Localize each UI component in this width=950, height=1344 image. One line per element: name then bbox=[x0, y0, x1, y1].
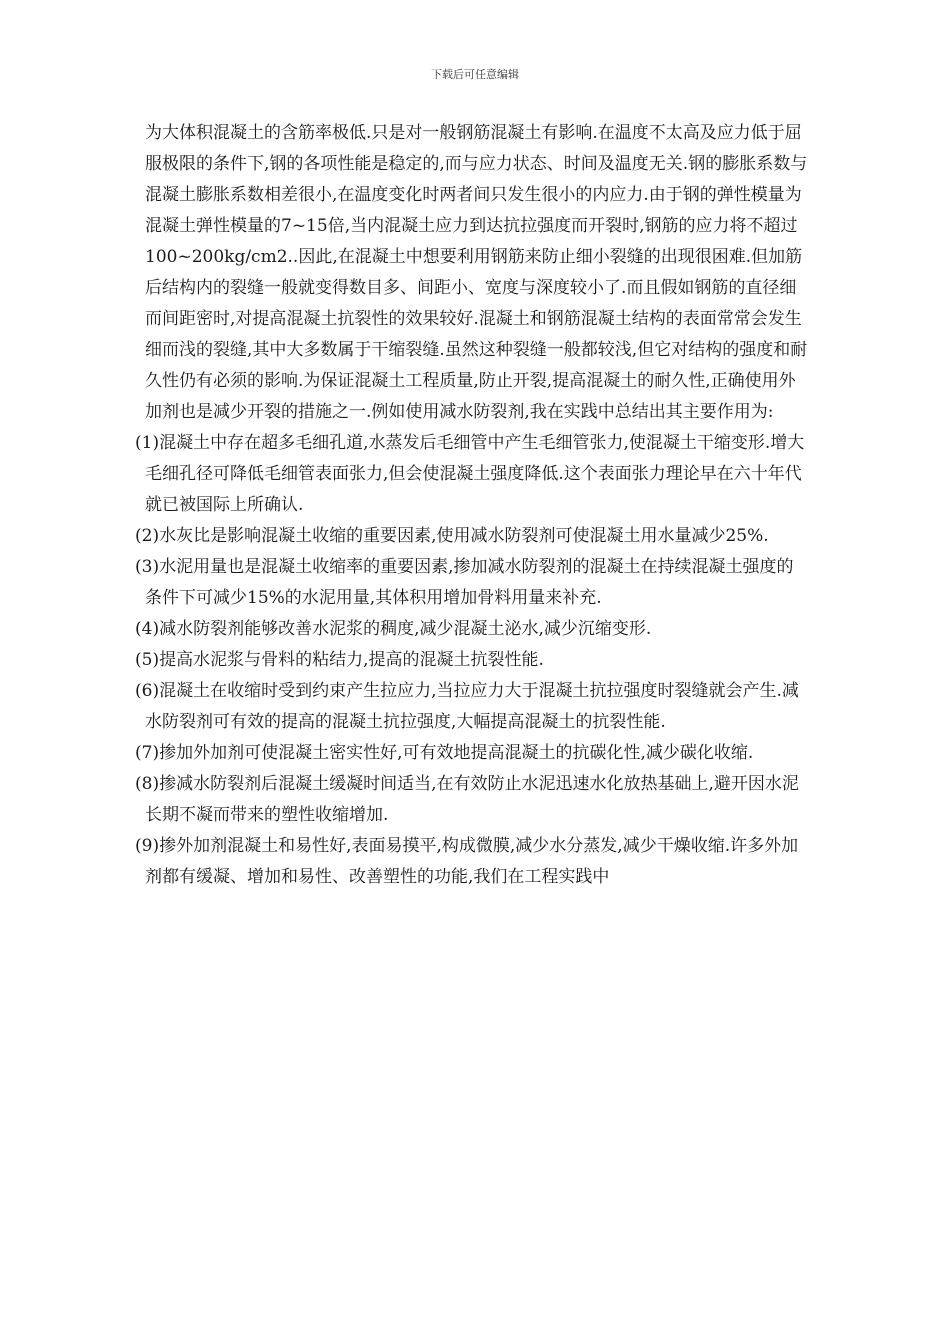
document-body bbox=[135, 118, 810, 893]
list-item-5: (5)提高水泥浆与骨料的粘结力,提高的混凝土抗裂性能. bbox=[135, 650, 544, 670]
list-item-7: (7)掺加外加剂可使混凝土密实性好,可有效地提高混凝土的抗碳化性,减少碳化收缩. bbox=[135, 743, 754, 763]
page-header: 下载后可任意编辑 bbox=[431, 68, 519, 81]
list-item-4: (4)减水防裂剂能够改善水泥浆的稠度,减少混凝土泌水,减少沉缩变形. bbox=[135, 619, 652, 639]
list-item-6: (6)混凝土在收缩时受到约束产生拉应力,当拉应力大于混凝土抗拉强度时裂缝就会产生.减水防裂剂可有效的提高的混凝土抗拉强度,大幅提高混凝土的抗裂性能. bbox=[135, 681, 799, 732]
list-item-9: (9)掺外加剂混凝土和易性好,表面易摸平,构成微膜,减少水分蒸发,减少干燥收缩.许多外加剂都有缓凝、增加和易性、改善塑性的功能,我们在工程实践中 bbox=[135, 836, 799, 887]
list-item-2: (2)水灰比是影响混凝土收缩的重要因素,使用减水防裂剂可使混凝土用水量减少25%. bbox=[135, 526, 769, 546]
list-item-8: (8)掺减水防裂剂后混凝土缓凝时间适当,在有效防止水泥迅速水化放热基础上,避开因水泥长期不凝而带来的塑性收缩增加. bbox=[135, 774, 799, 825]
list-item-1: (1)混凝土中存在超多毛细孔道,水蒸发后毛细管中产生毛细管张力,使混凝土干缩变形.增大毛细孔径可降低毛细管表面张力,但会使混凝土强度降低.这个表面张力理论早在六十年代就已被国际上所确认. bbox=[135, 433, 805, 515]
intro-paragraph: 为大体积混凝土的含筋率极低.只是对一般钢筋混凝土有影响.在温度不太高及应力低于屈服极限的条件下,钢的各项性能是稳定的,而与应力状态、时间及温度无关.钢的膨胀系数与混凝土膨胀系数相差很小,在温度变化时两者间只发生很小的内应力.由于钢的弹性模量为混凝土弹性模量的7~15倍,当内混凝土应力到达抗拉强度而开裂时,钢筋的应力将不超过100~200kg/cm2..因此,在混凝土中想要利用钢筋来防止细小裂缝的出现很困难.但加筋后结构内的裂缝一般就变得数目多、间距小、宽度与深度较小了.而且假如钢筋的直径细而间距密时,对提高混凝土抗裂性的效果较好.混凝土和钢筋混凝土结构的表面常常会发生细而浅的裂缝,其中大多数属于干缩裂缝.虽然这种裂缝一般都较浅,但它对结构的强度和耐久性仍有必须的影响.为保证混凝土工程质量,防止开裂,提高混凝土的耐久性,正确使用外加剂也是减少开裂的措施之一.例如使用减水防裂剂,我在实践中总结出其主要作用为: bbox=[145, 123, 808, 422]
list-item-3: (3)水泥用量也是混凝土收缩率的重要因素,掺加减水防裂剂的混凝土在持续混凝土强度的条件下可减少15%的水泥用量,其体积用增加骨料用量来补充. bbox=[135, 557, 794, 608]
